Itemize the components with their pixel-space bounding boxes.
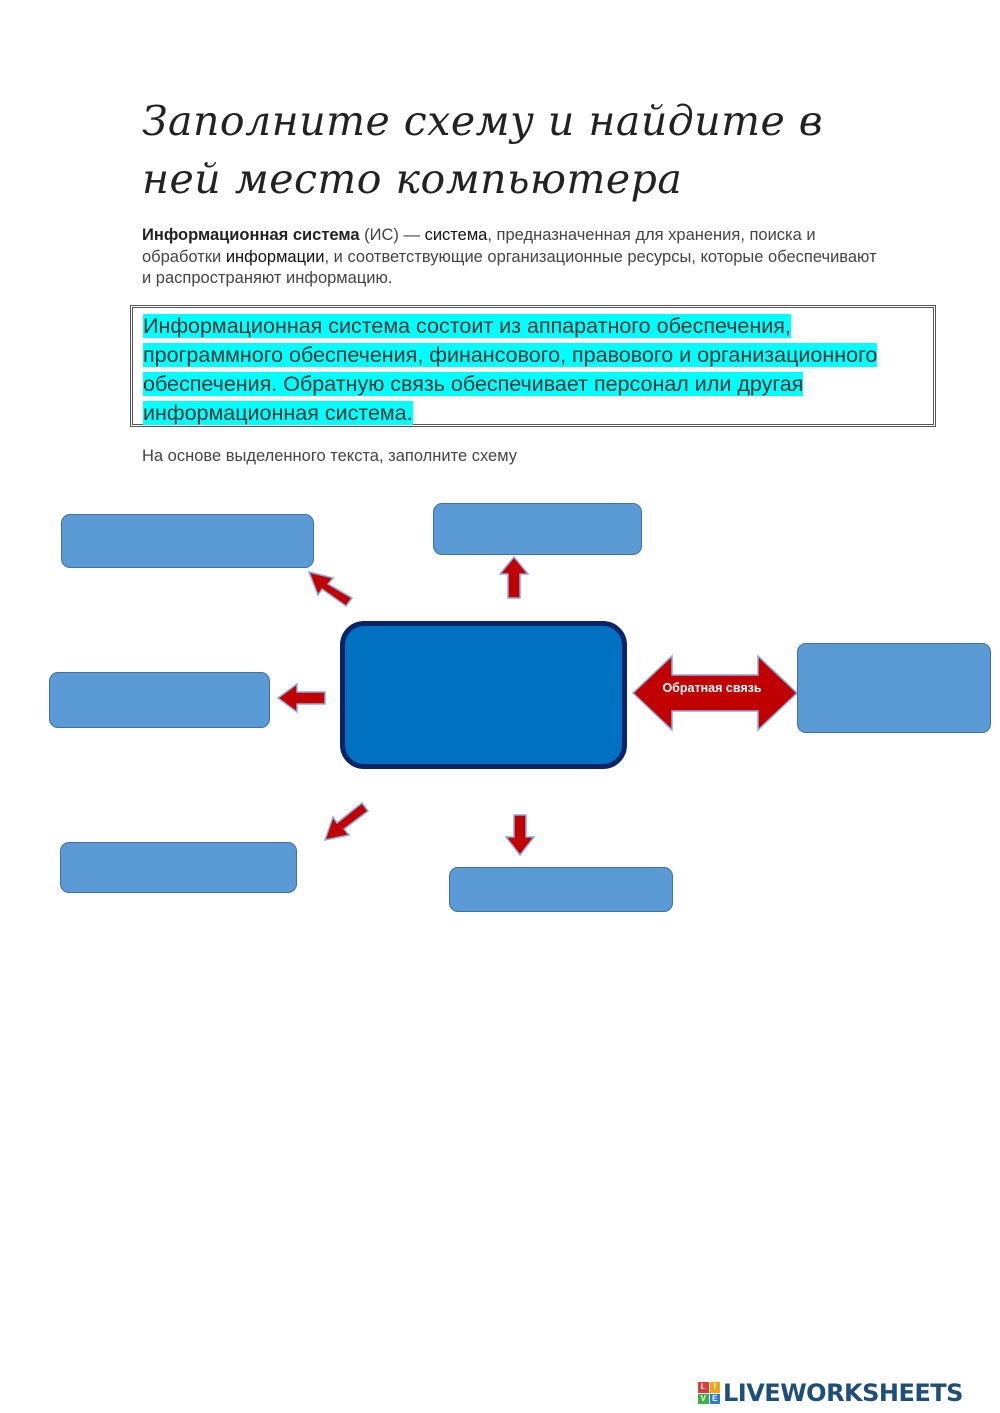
intro-rest: , и соответствующие организационные ресурсы, которые обеспечивают и распространяют информацию. [142,247,877,287]
slot-top-center[interactable] [433,503,642,555]
slot-bottom-left[interactable] [60,842,297,893]
intro-info-link[interactable]: информации [225,247,325,266]
slot-middle-left[interactable] [49,672,270,728]
intro-abbrev: (ИС) — [359,226,425,244]
arrow-down-left [325,803,368,840]
intro-mid: , предназначенная для хранения, поиска и обработки [142,226,816,266]
arrow-up-left [309,572,352,606]
arrow-down [506,815,534,855]
arrow-left [278,684,325,712]
instruction-text: На основе выделенного текста, заполните схему [142,447,518,465]
liveworksheets-logo [698,1378,963,1408]
intro-system-link[interactable]: система [424,226,488,244]
slot-top-left[interactable] [61,514,314,568]
logo-mark-icon: L I V E [698,1382,720,1404]
arrow-up [500,557,528,598]
slot-bottom-center[interactable] [449,867,673,912]
logo-text: LIVEWORKSHEETS [723,1379,963,1407]
feedback-label: Обратная связь [662,681,762,695]
slot-right[interactable] [797,643,991,733]
highlighted-text: Информационная система состоит из аппаратного обеспечения, программного обеспечения, финансового, правового и организационного обеспечения. Обратную связь обеспечивает персонал или другая информационная система. [143,314,878,425]
intro-term: Информационная система [142,226,360,244]
page-title: Заполните схему и найдите в ней место компьютера [142,97,824,203]
center-box[interactable] [340,621,627,769]
